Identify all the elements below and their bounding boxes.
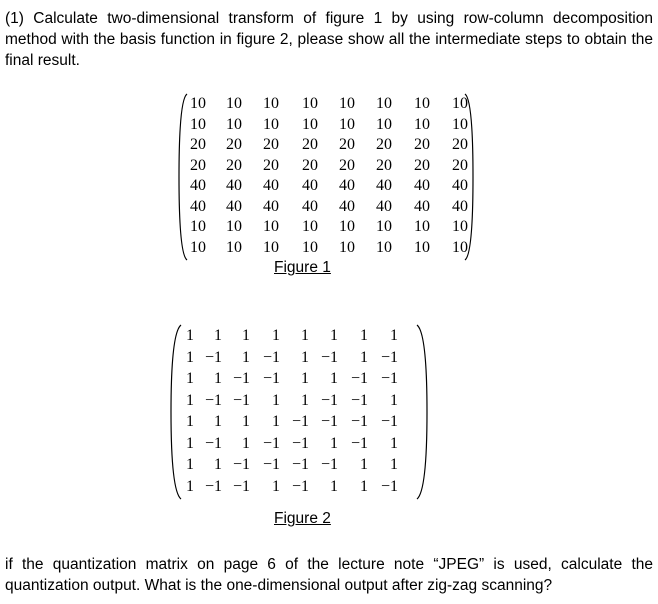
matrix-cell: −1 <box>320 413 338 430</box>
matrix-cell: 1 <box>330 327 338 344</box>
matrix-cell: 40 <box>376 197 392 215</box>
matrix-cell: 1 <box>330 477 338 495</box>
matrix-cell: 40 <box>190 177 206 194</box>
matrix-cell: 10 <box>263 238 279 256</box>
matrix-cell: −1 <box>204 391 222 409</box>
matrix-cell: 10 <box>452 218 468 235</box>
matrix-cell: −1 <box>204 434 222 452</box>
matrix-cell: −1 <box>262 370 280 387</box>
matrix-cell: −1 <box>262 456 280 473</box>
matrix-cell: 10 <box>263 218 279 235</box>
matrix-cell: −1 <box>204 477 222 495</box>
matrix-cell: 1 <box>360 327 368 344</box>
matrix-cell: 40 <box>263 197 279 215</box>
matrix-cell: 1 <box>390 391 398 409</box>
matrix-cell: 10 <box>263 95 279 112</box>
matrix-cell: 1 <box>242 434 250 452</box>
matrix-cell: 1 <box>390 327 398 344</box>
matrix-cell: −1 <box>291 477 309 495</box>
matrix-cell: 10 <box>414 218 430 235</box>
matrix-cell: 10 <box>452 115 468 133</box>
matrix-cell: −1 <box>204 348 222 366</box>
matrix-cell: 40 <box>339 197 355 215</box>
matrix-cell: −1 <box>320 348 338 366</box>
matrix-cell: 20 <box>452 156 468 174</box>
matrix-cell: 20 <box>339 136 355 153</box>
matrix-cell: 20 <box>414 156 430 174</box>
matrix-cell: 20 <box>414 136 430 153</box>
matrix-cell: 40 <box>302 177 318 194</box>
matrix-cell: −1 <box>291 413 309 430</box>
matrix-cell: 1 <box>301 370 309 387</box>
matrix-cell: 40 <box>339 177 355 194</box>
matrix-cell: 1 <box>214 327 222 344</box>
right-parenthesis <box>464 92 474 262</box>
matrix-cell: 1 <box>186 391 194 409</box>
matrix-cell: −1 <box>232 391 250 409</box>
matrix-cell: 10 <box>190 95 206 112</box>
matrix-cell: 40 <box>302 197 318 215</box>
matrix-cell: 1 <box>186 434 194 452</box>
matrix-cell: −1 <box>262 434 280 452</box>
matrix-cell: 10 <box>339 218 355 235</box>
matrix-cell: 40 <box>414 197 430 215</box>
matrix-cell: 40 <box>452 177 468 194</box>
matrix-cell: 10 <box>376 238 392 256</box>
matrix-cell: 20 <box>302 156 318 174</box>
matrix-cell: −1 <box>380 413 398 430</box>
matrix-cell: 1 <box>272 477 280 495</box>
matrix-cell: −1 <box>232 370 250 387</box>
matrix-cell: 40 <box>190 197 206 215</box>
figure2-caption: Figure 2 <box>274 510 331 527</box>
matrix-cell: −1 <box>262 348 280 366</box>
matrix-cell: 1 <box>214 456 222 473</box>
matrix-cell: −1 <box>350 370 368 387</box>
matrix-cell: 20 <box>339 156 355 174</box>
matrix-cell: 10 <box>302 95 318 112</box>
matrix-cell: 1 <box>186 413 194 430</box>
matrix-cell: 20 <box>226 136 242 153</box>
matrix-cell: 20 <box>226 156 242 174</box>
matrix-cell: 40 <box>452 197 468 215</box>
matrix-cell: 10 <box>376 218 392 235</box>
matrix-cell: −1 <box>350 434 368 452</box>
matrix-cell: 10 <box>190 238 206 256</box>
matrix-cell: 10 <box>263 115 279 133</box>
matrix-cell: 40 <box>226 177 242 194</box>
matrix-cell: 1 <box>186 327 194 344</box>
matrix-cell: 10 <box>339 238 355 256</box>
matrix-cell: 1 <box>186 456 194 473</box>
matrix-cell: 20 <box>190 156 206 174</box>
figure1-caption: Figure 1 <box>274 259 331 276</box>
matrix-cell: 1 <box>272 327 280 344</box>
matrix-cell: 10 <box>302 238 318 256</box>
matrix-cell: 10 <box>190 115 206 133</box>
right-parenthesis <box>416 323 428 501</box>
question-part1-text: (1) Calculate two-dimensional transform of figure 1 by using row-column decomposition method with the basis function in figure 2, please show all the intermediate steps to obtain the final result. <box>5 10 653 69</box>
matrix-cell: −1 <box>380 477 398 495</box>
matrix-cell: 10 <box>190 218 206 235</box>
question-part2-text: if the quantization matrix on page 6 of the lecture note “JPEG” is used, calculate the quantization output. What is the one-dimensional output after zig-zag scanning? <box>5 556 653 594</box>
matrix-cell: −1 <box>320 456 338 473</box>
matrix-cell: 10 <box>376 95 392 112</box>
matrix-cell: 10 <box>414 115 430 133</box>
matrix-cell: 1 <box>272 413 280 430</box>
matrix-cell: 20 <box>302 136 318 153</box>
matrix-cell: −1 <box>232 456 250 473</box>
matrix-cell: 1 <box>186 348 194 366</box>
matrix-cell: 10 <box>414 95 430 112</box>
matrix-cell: 20 <box>263 136 279 153</box>
matrix-cell: −1 <box>232 477 250 495</box>
matrix-cell: 40 <box>226 197 242 215</box>
matrix-cell: 40 <box>263 177 279 194</box>
matrix-cell: 1 <box>242 327 250 344</box>
matrix-cell: 1 <box>301 391 309 409</box>
matrix-cell: 10 <box>376 115 392 133</box>
matrix-cell: 1 <box>390 434 398 452</box>
matrix-cell: 20 <box>190 136 206 153</box>
matrix-cell: 1 <box>214 413 222 430</box>
matrix-cell: 20 <box>452 136 468 153</box>
matrix-cell: 1 <box>242 348 250 366</box>
matrix-cell: 10 <box>302 115 318 133</box>
matrix-cell: 10 <box>452 95 468 112</box>
matrix-cell: 10 <box>226 238 242 256</box>
matrix-cell: −1 <box>320 391 338 409</box>
matrix-cell: 1 <box>214 370 222 387</box>
matrix-cell: 1 <box>242 413 250 430</box>
matrix-cell: −1 <box>291 434 309 452</box>
matrix-cell: 20 <box>376 136 392 153</box>
matrix-cell: 10 <box>226 218 242 235</box>
matrix-cell: 10 <box>226 95 242 112</box>
matrix-cell: 10 <box>226 115 242 133</box>
matrix-cell: −1 <box>380 370 398 387</box>
matrix-cell: 20 <box>263 156 279 174</box>
matrix-cell: 1 <box>301 348 309 366</box>
matrix-cell: 10 <box>339 115 355 133</box>
matrix-cell: 10 <box>339 95 355 112</box>
matrix-cell: 1 <box>186 370 194 387</box>
matrix-cell: 1 <box>390 456 398 473</box>
matrix-cell: −1 <box>350 391 368 409</box>
matrix-cell: −1 <box>291 456 309 473</box>
matrix-cell: 1 <box>272 391 280 409</box>
matrix-cell: 1 <box>360 348 368 366</box>
matrix-cell: 40 <box>376 177 392 194</box>
matrix-cell: 1 <box>360 456 368 473</box>
matrix-cell: 20 <box>376 156 392 174</box>
matrix-cell: 40 <box>414 177 430 194</box>
matrix-cell: 10 <box>452 238 468 256</box>
matrix-cell: 1 <box>360 477 368 495</box>
matrix-cell: 1 <box>330 370 338 387</box>
matrix-cell: 1 <box>330 434 338 452</box>
matrix-cell: 10 <box>414 238 430 256</box>
matrix-cell: 1 <box>301 327 309 344</box>
matrix-cell: 10 <box>302 218 318 235</box>
matrix-cell: −1 <box>350 413 368 430</box>
matrix-cell: −1 <box>380 348 398 366</box>
matrix-cell: 1 <box>186 477 194 495</box>
